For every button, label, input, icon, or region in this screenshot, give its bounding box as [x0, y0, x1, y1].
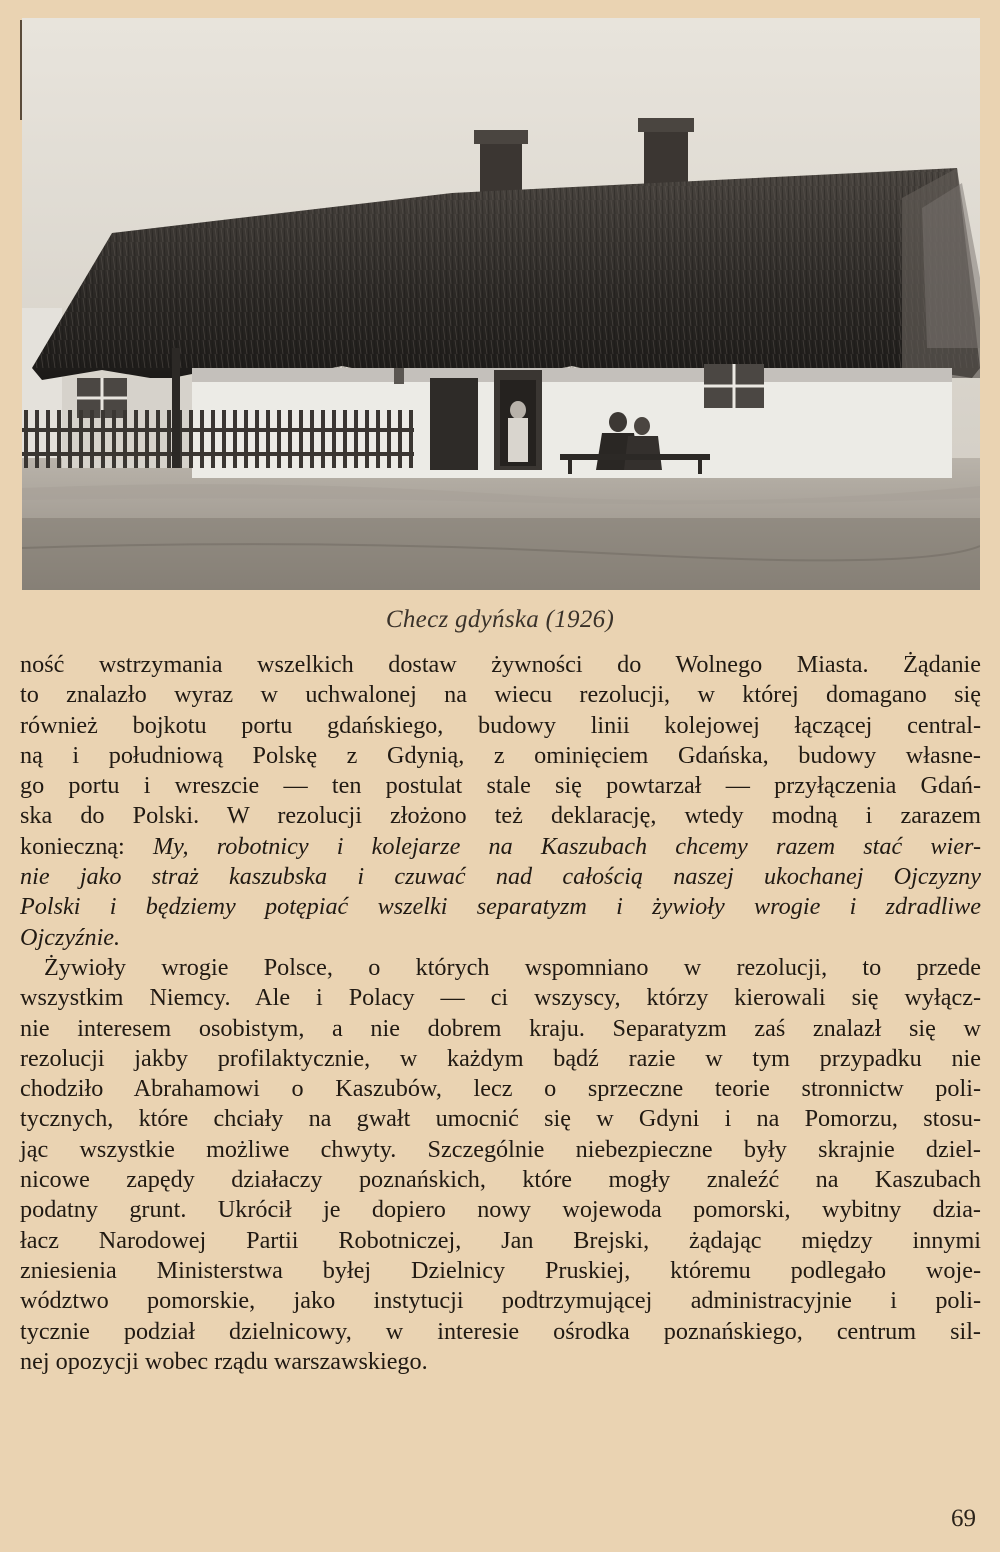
text-line: tycznie podział dzielnicowy, w interesie ośrodka poznańskiego, centrum sil- — [20, 1317, 981, 1345]
text-segment: konieczną: — [20, 832, 125, 860]
text-line: wszystkim Niemcy. Ale i Polacy — ci wszyscy, którzy kierowali się wyłącz- — [20, 984, 981, 1012]
text-line: ność wstrzymania wszelkich dostaw żywności do Wolnego Miasta. Żądanie — [20, 651, 981, 678]
text-line: wództwo pomorskie, jako instytucji podtrzymującej administracyjnie i poli- — [20, 1287, 981, 1315]
caption-text: Checz gdyńska (1926) — [385, 606, 615, 633]
body-text — [20, 650, 981, 1377]
text-line: nej opozycji wobec rządu warszawskiego. — [20, 1347, 428, 1375]
italic-quote-segment: My, robotnicy i kolejarze na Kaszubach chcemy razem stać wier- — [152, 832, 981, 860]
text-line: podatny grunt. Ukrócił je dopiero nowy wojewoda pomorski, wybitny dzia- — [20, 1196, 981, 1224]
text-line: tycznych, które chciały na gwałt umocnić się w Gdyni i na Pomorzu, stosu- — [20, 1105, 981, 1133]
text-line: nicowe zapędy działaczy poznańskich, które mogły znaleźć na Kaszubach — [20, 1166, 981, 1194]
text-line: go portu i wreszcie — ten postulat stale się powtarzał — przyłączenia Gdań- — [20, 772, 981, 800]
italic-quote-line: Ojczyźnie. — [20, 923, 121, 951]
text-line: również bojkotu portu gdańskiego, budowy linii kolejowej łączącej central- — [20, 711, 981, 739]
paragraph-1 — [20, 650, 981, 953]
italic-quote-line: Polski i będziemy potępiać wszelki separatyzm i żywioły wrogie i zdradliwe — [20, 893, 981, 921]
text-line: nie interesem osobistym, a nie dobrem kraju. Separatyzm zaś znalazł się w — [20, 1014, 981, 1042]
text-line: rezolucji jakby profilaktycznie, w każdym bądź razie w tym przypadku nie — [20, 1044, 981, 1072]
thatched-cottage-photo — [22, 18, 980, 590]
page-number: 69 — [951, 1505, 976, 1532]
text-line-mixed — [20, 832, 981, 862]
text-line: łacz Narodowej Partii Robotniczej, Jan Brejski, żądając między innymi — [20, 1226, 981, 1254]
text-line: ną i południową Polskę z Gdynią, z ominięciem Gdańska, budowy własne- — [20, 741, 981, 769]
text-line: Żywioły wrogie Polsce, o których wspomniano w rezolucji, to przede — [44, 953, 981, 981]
text-line: to znalazło wyraz w uchwalonej na wiecu rezolucji, w której domagano się — [20, 681, 981, 709]
photo-caption — [0, 606, 1000, 634]
text-line: ska do Polski. W rezolucji złożono też deklarację, wtedy modną i zarazem — [20, 802, 981, 830]
text-line: chodziło Abrahamowi o Kaszubów, lecz o sprzeczne teorie stronnictw poli- — [20, 1075, 981, 1103]
text-line: jąc wszystkie możliwe chwyty. Szczególnie niebezpieczne były skrajnie dziel- — [20, 1135, 981, 1163]
paragraph-2 — [20, 953, 981, 1377]
italic-quote-line: nie jako straż kaszubska i czuwać nad całością naszej ukochanej Ojczyzny — [20, 863, 981, 891]
text-line: zniesienia Ministerstwa byłej Dzielnicy Pruskiej, któremu podlegało woje- — [20, 1256, 981, 1284]
